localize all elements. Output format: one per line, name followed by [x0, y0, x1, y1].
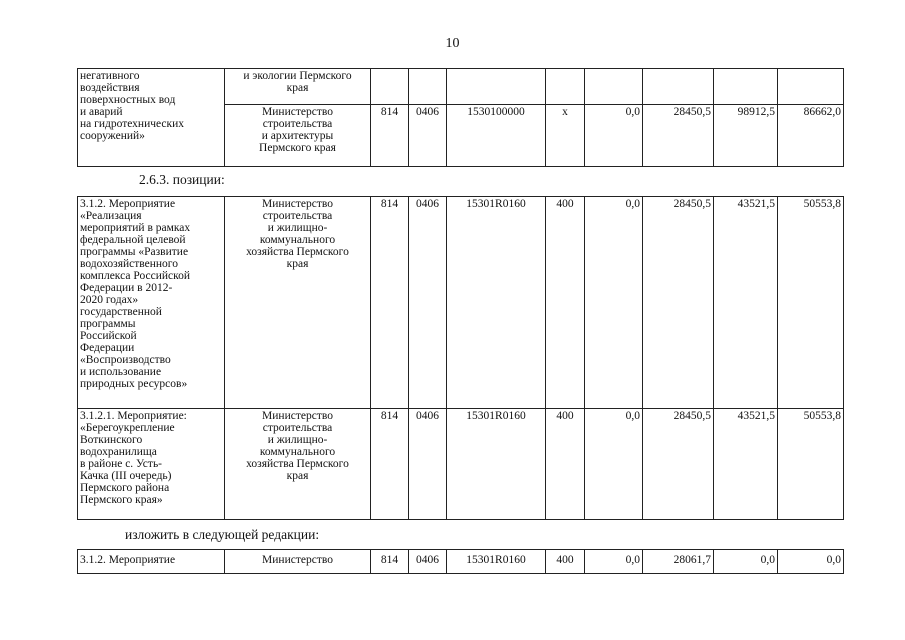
table-row	[78, 550, 844, 574]
section-code-cell: 0406	[409, 197, 447, 409]
text-line: коммунального	[259, 234, 336, 246]
text-line: государственной	[80, 306, 162, 318]
text-line: природных ресурсов»	[80, 378, 188, 390]
text-line: строительства	[262, 210, 333, 222]
section-code-cell: 0406	[409, 105, 447, 167]
target-code-cell: 15301R0160	[447, 409, 546, 520]
section-caption: 2.6.3. позиции:	[139, 172, 225, 187]
new-wording-table	[77, 549, 844, 574]
amount-cell: 43521,5	[714, 409, 778, 520]
section-caption: изложить в следующей редакции:	[125, 527, 320, 542]
gov-code-cell: 814	[371, 197, 409, 409]
section-code-cell: 0406	[409, 550, 447, 574]
text-line: 3.1.2. Мероприятие	[80, 198, 176, 210]
table-row	[78, 409, 844, 520]
amount-cell	[714, 69, 778, 105]
text-line: Федерации	[80, 342, 135, 354]
positions-table	[77, 196, 844, 520]
target-code-cell: 15301R0160	[447, 197, 546, 409]
amount-cell: 28061,7	[643, 550, 714, 574]
text-line: на гидротехнических	[80, 118, 185, 130]
description-cell	[78, 409, 225, 520]
organization-cell	[225, 69, 371, 105]
text-line: хозяйства Пермского	[246, 246, 349, 258]
amount-cell: 98912,5	[714, 105, 778, 167]
text-line: программы «Развитие	[80, 246, 189, 258]
text-line: Пермского края»	[80, 494, 163, 506]
text-line: 3.1.2.1. Мероприятие:	[80, 410, 187, 422]
amount-cell: 43521,5	[714, 197, 778, 409]
continuation-table	[77, 68, 844, 167]
text-line: Министерство	[262, 106, 333, 118]
text-line: и экологии Пермского	[243, 70, 352, 82]
text-line: воздействия	[80, 82, 140, 94]
text-line: Министерство	[262, 198, 333, 210]
text-line: водохозяйственного	[80, 258, 178, 270]
text-line: сооружений»	[80, 130, 145, 142]
text-line: коммунального	[259, 446, 336, 458]
amount-cell: 0,0	[585, 105, 643, 167]
target-code-cell: 15301R0160	[447, 550, 546, 574]
amount-cell: 50553,8	[778, 409, 844, 520]
expense-type-cell: 400	[546, 197, 585, 409]
text-line: Российской	[80, 330, 137, 342]
amount-cell	[585, 69, 643, 105]
expense-type-cell: 400	[546, 550, 585, 574]
target-code-cell	[447, 69, 546, 105]
text-line: края	[286, 82, 309, 94]
text-line: и жилищно-	[267, 222, 328, 234]
text-line: поверхностных вод	[80, 94, 176, 106]
amount-cell	[643, 69, 714, 105]
text-line: края	[286, 258, 309, 270]
text-line: и жилищно-	[267, 434, 328, 446]
text-line: и архитектуры	[261, 130, 334, 142]
text-line: федеральной целевой	[80, 234, 186, 246]
text-line: и аварий	[80, 106, 123, 118]
amount-cell: 0,0	[585, 409, 643, 520]
text-line: в районе с. Усть-	[80, 458, 163, 470]
text-line: «Реализация	[80, 210, 142, 222]
expense-type-cell: х	[546, 105, 585, 167]
organization-cell	[225, 105, 371, 167]
description-cell: 3.1.2. Мероприятие	[78, 550, 225, 574]
amount-cell	[778, 69, 844, 105]
text-line: «Воспроизводство	[80, 354, 171, 366]
target-code-cell: 1530100000	[447, 105, 546, 167]
text-line: Федерации в 2012-	[80, 282, 173, 294]
section-code-cell	[409, 69, 447, 105]
amount-cell: 0,0	[714, 550, 778, 574]
text-line: края	[286, 470, 309, 482]
amount-cell: 28450,5	[643, 409, 714, 520]
amount-cell: 86662,0	[778, 105, 844, 167]
text-line: Качка (III очередь)	[80, 470, 172, 482]
text-line: Воткинского	[80, 434, 143, 446]
text-line: и использование	[80, 366, 162, 378]
text-line: строительства	[262, 118, 333, 130]
text-line: негативного	[80, 70, 140, 82]
text-line: мероприятий в рамках	[80, 222, 191, 234]
amount-cell: 28450,5	[643, 105, 714, 167]
text-line: водохранилища	[80, 446, 157, 458]
gov-code-cell: 814	[371, 550, 409, 574]
table-row	[78, 69, 844, 105]
organization-cell	[225, 197, 371, 409]
text-line: Министерство	[262, 410, 333, 422]
text-line: строительства	[262, 422, 333, 434]
amount-cell: 50553,8	[778, 197, 844, 409]
page-number: 10	[445, 36, 460, 51]
text-line: «Берегоукрепление	[80, 422, 175, 434]
amount-cell: 28450,5	[643, 197, 714, 409]
text-line: Пермского края	[259, 142, 336, 154]
expense-type-cell	[546, 69, 585, 105]
amount-cell: 0,0	[585, 550, 643, 574]
table-row	[78, 197, 844, 409]
organization-cell	[225, 409, 371, 520]
organization-cell: Министерство	[225, 550, 371, 574]
gov-code-cell: 814	[371, 105, 409, 167]
gov-code-cell	[371, 69, 409, 105]
text-line: программы	[80, 318, 136, 330]
description-cell	[78, 69, 225, 167]
description-cell	[78, 197, 225, 409]
amount-cell: 0,0	[585, 197, 643, 409]
text-line: хозяйства Пермского	[246, 458, 349, 470]
expense-type-cell: 400	[546, 409, 585, 520]
gov-code-cell: 814	[371, 409, 409, 520]
text-line: 2020 годах»	[80, 294, 139, 306]
text-line: Пермского района	[80, 482, 170, 494]
amount-cell: 0,0	[778, 550, 844, 574]
section-code-cell: 0406	[409, 409, 447, 520]
text-line: комплекса Российской	[80, 270, 191, 282]
